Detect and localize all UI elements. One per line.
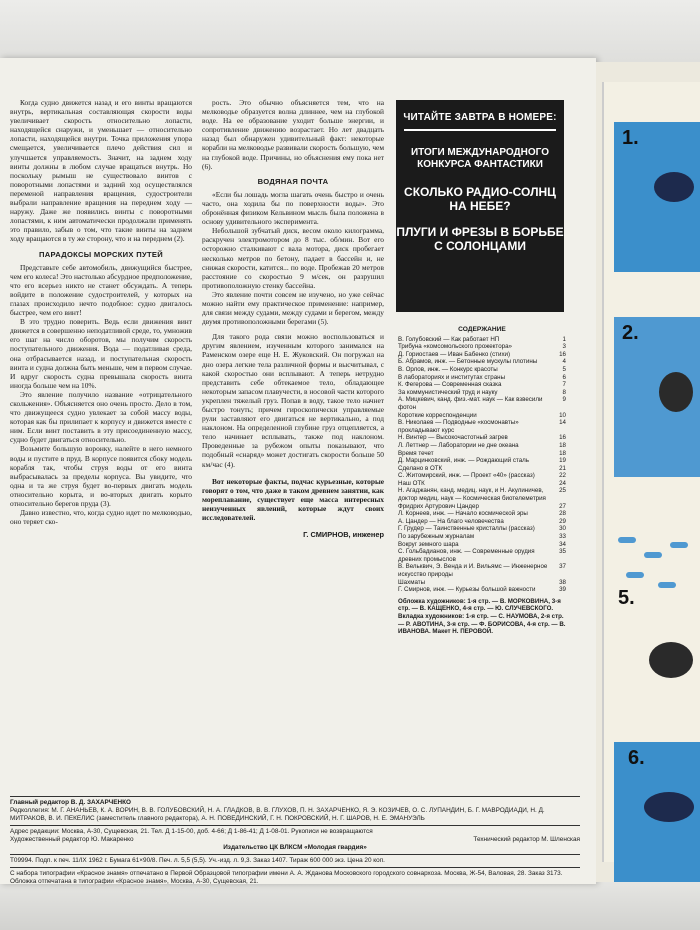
- toc-row: [398, 472, 566, 480]
- toc-page-number: 5: [562, 365, 566, 373]
- toc-entry: Б. Абрамов, инж. — Бетонные мускулы плотины: [398, 358, 538, 366]
- editorial-board: Редколлегия: М. Г. АНАНЬЕВ, К. А. ВОРИН, В. В. ГОЛУБОВСКИЙ, Н. А. ГЛАДКОВ, В. В. ГЛУХОВ, П. Н. ЗАХАРЧЕНКО, Я. Э. КОЗИЧЕВ, О. С. ЛУПАНДИН, Б. Г. МАВРОДИАДИ, Н. Д. МИТРАКОВ, В. И. ПЕКЕЛИС (заместитель главного редактора), А. Н. ПОВЕДИНСКИЙ, Г. Н. ПОКРОВСКИЙ, Н. Г. ШАРОВ, Н. Е. ЭМАНУЭЛЬ: [10, 807, 545, 822]
- next-issue-box: [396, 100, 564, 312]
- toc-row: [398, 487, 566, 502]
- toc-row: [398, 563, 566, 578]
- toc-row: [398, 525, 566, 533]
- toc-row: [398, 343, 566, 351]
- article-column-2: [202, 98, 384, 539]
- toc-page-number: 28: [559, 510, 566, 518]
- paragraph: Давно известно, что, когда судно идет по мелководью, оно теряет ско-: [10, 508, 192, 527]
- toc-entry: Н. Агаджанян, канд. медиц. наук, и Н. Акулиничев, доктор медиц. наук — Космическая биотелеметрия: [398, 487, 546, 503]
- toc-page-number: 37: [559, 563, 566, 571]
- figure-number: 1.: [622, 127, 639, 149]
- toc-entry: С. Житомирский, инж. — Проект «40» (рассказ): [398, 472, 535, 480]
- toc-entry: А. Мицкевич, канд. физ.-мат. наук — Как взвесили фотон: [398, 396, 543, 411]
- toc-page-number: 30: [559, 525, 566, 533]
- toc-entry: Шахматы: [398, 578, 426, 586]
- toc-row: [398, 548, 566, 563]
- divider: [10, 867, 580, 868]
- toc-row: [398, 381, 566, 389]
- toc-entry: С. Гольбадианов, инж. — Современные орудия древних промыслов: [398, 548, 535, 563]
- toc-entry: Сделано в ОТК: [398, 464, 443, 472]
- toc-page-number: 33: [559, 533, 566, 541]
- toc-entry: Вокруг земного шара: [398, 540, 459, 548]
- tech-editor: Технический редактор М. Шленская: [473, 836, 580, 843]
- wave-mark: [618, 537, 636, 543]
- toc-row: [398, 434, 566, 442]
- next-issue-title: ЧИТАЙТЕ ЗАВТРА В НОМЕРЕ:: [403, 112, 557, 123]
- toc-row: [398, 480, 566, 488]
- toc-row: [398, 457, 566, 465]
- wave-mark: [644, 552, 662, 558]
- toc-row: [398, 374, 566, 382]
- paragraph: «Если бы лошадь могла шагать очень быстро и очень часто, она ходила бы по поверхности воды». Это обронённая физиком Кельвином мысль была положена в основу удивительного эксперимента.: [202, 189, 384, 227]
- paragraph: Это явление получило название «отрицательного скольжения». Объясняется оно очень просто. Дело в том, что движущееся судно увлекает за собой массу воды, которая как бы прилипает к корпусу и движется вместе с ним. Если винт поставить в эту присоединенную массу, судно будет двигаться относительно.: [10, 389, 192, 445]
- magazine-page: [0, 58, 596, 884]
- author-signature: Г. СМИРНОВ, инженер: [303, 530, 384, 540]
- toc-page-number: 7: [562, 381, 566, 389]
- toc-entry: Л. Леттнер — Лаборатории не дне океана: [398, 441, 519, 449]
- toc-row: [398, 533, 566, 541]
- toc-row: [398, 336, 566, 344]
- section-heading: ПАРАДОКСЫ МОРСКИХ ПУТЕЙ: [38, 249, 164, 259]
- toc-page-number: 39: [559, 586, 566, 594]
- toc-entry: В лабораториях и институтах страны: [398, 373, 506, 381]
- toc-page-number: 8: [562, 388, 566, 396]
- paragraph: В это трудно поверить. Ведь если движения винт движется в совершенно неподатливой среде, то, умножив его шаг на число оборотов, мы получим скорость поступательного движения. Вода — податливая среда, она отбрасывается назад, и поступательная скорость винта и судна должна быть меньше, чем в первом случае. И вдруг скорость судна превышала скорость винта иногда больше чем на 10%.: [10, 317, 192, 390]
- conclusion-paragraph: Вот некоторые факты, подчас курьезные, которые говорят о том, что даже в таком древнем занятии, как мореплавание, существует еще масса интересных неизученных явлений, которые ждут своих исследователей.: [202, 476, 384, 523]
- divider: [404, 129, 556, 131]
- toc-page-number: 18: [559, 449, 566, 457]
- toc-page-number: 6: [562, 373, 566, 381]
- toc-entry: Л. Корнеев, инж. — Начало космической эры: [398, 510, 528, 518]
- toc-entry: Н. Винтер — Высокочастотный загрев: [398, 434, 508, 442]
- toc-entry: Г. Смирнов, инж. — Курьезы большой важности: [398, 586, 536, 594]
- toc-row: [398, 579, 566, 587]
- chief-editor: Главный редактор В. Д. ЗАХАРЧЕНКО: [10, 799, 132, 806]
- figure-number: 5.: [618, 587, 635, 609]
- toc-page-number: 27: [559, 502, 566, 510]
- toc-page-number: 19: [559, 457, 566, 465]
- toc-row: [398, 396, 566, 411]
- toc-entry: Д. Гориостаев — Иван Бабенко (стихи): [398, 350, 511, 358]
- divider: [10, 854, 580, 855]
- next-issue-item: СКОЛЬКО РАДИО-СОЛНЦ НА НЕБЕ?: [404, 185, 556, 213]
- divider: [10, 825, 580, 826]
- toc-page-number: 38: [559, 578, 566, 586]
- toc-page-number: 16: [559, 434, 566, 442]
- section-heading: ВОДЯНАЯ ПОЧТА: [257, 176, 329, 186]
- toc-page-number: 9: [562, 396, 566, 404]
- toc-list: [398, 336, 566, 594]
- toc-entry: К. Фегерова — Современная сказка: [398, 381, 502, 389]
- toc-row: [398, 412, 566, 420]
- diver-drawing: [649, 642, 693, 678]
- toc-entry: В. Орлов, инж. — Конкурс красоты: [398, 365, 498, 373]
- divider: [10, 796, 580, 797]
- toc-heading: СОДЕРЖАНИЕ: [458, 326, 506, 333]
- toc-row: [398, 503, 566, 511]
- toc-page-number: 35: [559, 548, 566, 556]
- toc-entry: По зарубежным журналам: [398, 533, 475, 541]
- ship-drawing: [654, 172, 694, 202]
- swimmer-drawing: [644, 792, 694, 822]
- toc-entry: В. Николаев — Подводные «космонавты» прокладывают курс: [398, 419, 519, 434]
- table-of-contents: [398, 326, 566, 636]
- paragraph: Это явление почти совсем не изучено, но уже сейчас можно найти ему практическое применение: например, для связи между судами, между судами и берегом, между двумя противоположными берегами (5).: [202, 289, 384, 327]
- printing-house: С набора типографии «Красное знамя» отпечатано в Первой Образцовой типографии имени А. А. Жданова Московского городского совнархоза. Москва, Ж-54, Валовая, 28. Заказ 3173. Обложка отпечатана в типографии «Красное знамя», Москва, А-30, Сущевская, 21.: [10, 870, 563, 884]
- background-table: [0, 880, 700, 930]
- next-issue-item: ИТОГИ МЕЖДУНАРОДНОГО КОНКУРСА ФАНТАСТИКИ: [410, 147, 550, 170]
- toc-entry: Д. Марцинковский, инж. — Рождающий сталь: [398, 457, 530, 465]
- toc-row: [398, 442, 566, 450]
- paragraph: Для такого рода связи можно воспользоваться и другим явлением, изученным которого занимался на Раменском озере еще Н. Е. Жуковский. Он погружал на дно озера легкие тела различной формы и высчитывал, с какой скоростью они всплывают. А теперь нетрудно представить себе обтекаемое тело, обладающее некоторым запасом плавучести, в носовой части которого укреплен тяжелый груз. Попав в воду, такое тело начнет быстро тонуть; причем гироскопически управляемые рули заставляют его двигаться не вертикально, а под наклоном. На определенной глубине груз отцепляется, а тело начинает всплывать, также под наклоном. Проведенные за рубежом опыты показывают, что подобный «снаряд» может достигать скорости больше 50 км/час (4).: [202, 332, 384, 469]
- toc-page-number: 3: [562, 343, 566, 351]
- toc-page-number: 16: [559, 350, 566, 358]
- toc-row: [398, 586, 566, 594]
- wave-mark: [658, 582, 676, 588]
- toc-entry: В. Вельквич, Э. Венда и И. Вильямс — Инженерное искусство природы: [398, 563, 548, 578]
- paragraph: Возьмите большую воронку, налейте в него немного воды и пустите в пруд. В корпусе появится сбоку модель корабля так, чтобы струя воды от его винта выбрасывалась за пределы корпуса. Вы увидите, что одна и та же струя будет во-первых двигать модель относительно корыта, и во-вторых двигать корыто относительно берегов пруда (3).: [10, 444, 192, 509]
- toc-entry: Г. Грудер — Таинственные кристаллы (рассказ): [398, 525, 535, 533]
- toc-row: [398, 450, 566, 458]
- toc-page-number: 18: [559, 441, 566, 449]
- toc-row: [398, 419, 566, 434]
- facing-page: [596, 62, 700, 882]
- toc-page-number: 4: [562, 358, 566, 366]
- wave-mark: [626, 572, 644, 578]
- toc-entry: Трибуна «комсомольского прожектора»: [398, 343, 512, 351]
- toc-row: [398, 518, 566, 526]
- toc-page-number: 10: [559, 411, 566, 419]
- toc-entry: Фридрих Артурович Цандер: [398, 502, 479, 510]
- toc-entry: За коммунистический труд и науку: [398, 388, 498, 396]
- art-editor: Художественный редактор Ю. Макаренко: [10, 836, 134, 843]
- figure-number: 2.: [622, 322, 639, 344]
- toc-entry: В. Голубовский — Как работает НП: [398, 335, 500, 343]
- figure-number: 6.: [628, 747, 645, 769]
- toc-page-number: 1: [562, 335, 566, 343]
- imprint: [10, 794, 580, 884]
- toc-page-number: 14: [559, 419, 566, 427]
- toc-row: [398, 389, 566, 397]
- editorial-address: Адрес редакции: Москва, А-30, Сущевская, 21. Тел. Д 1-15-00, доб. 4-66; Д 1-86-41; Д 1-08-01. Рукописи не возвращаются: [10, 828, 373, 835]
- publisher: Издательство ЦК ВЛКСМ «Молодая гвардия»: [223, 844, 367, 851]
- toc-entry: Наш ОТК: [398, 479, 425, 487]
- article-column-1: [10, 98, 192, 526]
- toc-row: [398, 541, 566, 549]
- toc-row: [398, 510, 566, 518]
- toc-entry: Короткие корреспонденции: [398, 411, 477, 419]
- paragraph: Когда судно движется назад и его винты вращаются внутрь, вертикальная составляющая скорости воды увеличивает скорость относительно лопасти, находящейся снаружи, и уменьшает — относительно лопасти, находящейся внутри. Точка приложения упора смещается, увеличивается плечо действия сил и улучшается управляемость. Значит, на заднем ходу винты должны в любом случае вращаться внутрь. Но поскольку рымыш не существовало винтов с поворотными лопастями и задний ход осуществлялся переменой направления вращения, судостроители выбрали направление вращения на переднем ходу — наружу. Даже же появились винты с поворотными лопастями, к ним автоматически продолжали применять это правило, забыв о том, что такие винты на заднем ходу вращаются в ту же сторону, что и на переднем (2).: [10, 98, 192, 244]
- paragraph: Небольшой зубчатый диск, весом около килограмма, раскручен электромотором до 8 тыс. об/мин. Вот его осторожно сталкивают с вала мотора, диск пробегает несколько метров по бетону, падает в бассейн и, не снижая скорости, катится... по воде. Пробежав 20 метров расстояние со скоростью 9 м/сек, он разрушил противоположную стенку бассейна.: [202, 226, 384, 290]
- toc-row: [398, 358, 566, 366]
- toc-page-number: 24: [559, 479, 566, 487]
- paragraph: Представьте себе автомобиль, движущийся быстрее, чем его колеса! Это настолько абсурдное предположение, что его всерьез никто не станет обсуждать. А теперь войдите в положение судостроителей, у которых на глазах происходило нечто подобное: судно двигалось быстрее, чем его винт!: [10, 262, 192, 318]
- toc-page-number: 34: [559, 540, 566, 548]
- toc-page-number: 25: [559, 487, 566, 495]
- sailor-drawing: [659, 372, 693, 412]
- toc-page-number: 22: [559, 472, 566, 480]
- toc-entry: А. Цандер — На благо человечества: [398, 517, 504, 525]
- toc-row: [398, 351, 566, 359]
- next-issue-item: ПЛУГИ И ФРЕЗЫ В БОРЬБЕ С СОЛОНЦАМИ: [396, 225, 564, 253]
- illustration-panel: [602, 82, 700, 862]
- toc-entry: Время течет: [398, 449, 434, 457]
- toc-page-number: 29: [559, 517, 566, 525]
- toc-row: [398, 366, 566, 374]
- toc-row: [398, 465, 566, 473]
- paragraph: рость. Это обычно объясняется тем, что на мелководье образуется волна длиннее, чем на глубокой воде. На ее образование уходит больше энергии, и сопротивление движению возрастает. Но лет двадцать назад был обнаружен удивительный факт: некоторые корабли на мелководье развивали скорость большую, чем на глубокой воде. Причины, но объяснения ему пока нет (6).: [202, 98, 384, 171]
- wave-mark: [670, 542, 688, 548]
- toc-page-number: 21: [559, 464, 566, 472]
- illustrators-credits: Обложка художников: 1-я стр. — В. МОРКОВИНА, 3-я стр. — В. КАЩЕНКО, 4-я стр. — Ю. СЛУЧЕВСКОГО. Вкладка художников: 1-я стр. — С. НАУМОВА, 2-я стр. — Р. АВОТИНА, 3-я стр. — Ф. БОРИСОВА, 4-я стр. — В. ИВАНОВА. Макет Н. ПЕРОВОЙ.: [398, 597, 566, 636]
- print-info: Т09994. Подп. к печ. 11/IX 1962 г. Бумага 61×90/8. Печ. л. 5,5 (5,5). Уч.-изд. л. 9,3. Заказ 1407. Тираж 600 000 экз. Цена 20 коп.: [10, 857, 385, 864]
